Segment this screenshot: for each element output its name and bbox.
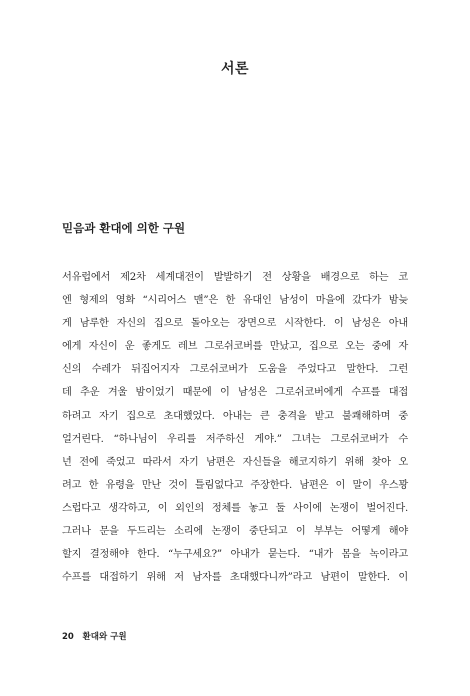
- text-line: 하려고 자기 집으로 초대했었다. 아내는 큰 충격을 받고 불쾌해하며 중: [62, 410, 408, 422]
- text-line: 신의 수레가 뒤집어지자 그로쉬코버가 도움을 주었다고 말한다. 그런: [62, 364, 408, 376]
- page-number: 20: [62, 632, 74, 642]
- page-footer: [62, 630, 127, 642]
- body-paragraph: [62, 266, 408, 589]
- section-heading: 믿음과 환대에 의한 구원: [62, 221, 186, 235]
- text-line: 년 전에 죽었고 따라서 자기 남편은 자신들을 해코지하기 위해 찾아 오: [62, 456, 408, 468]
- text-line: 수프를 대접하기 위해 저 남자를 초대했다니까”라고 남편이 말한다. 이: [62, 572, 408, 584]
- text-line: 서유럽에서 제2차 세계대전이 발발하기 전 상황을 배경으로 하는 코: [62, 272, 408, 283]
- text-line: 그러나 문을 두드리는 소리에 논쟁이 중단되고 이 부부는 어떻게 해야: [62, 526, 408, 538]
- text-line: 게 남루한 자신의 집으로 돌아오는 장면으로 시작한다. 이 남성은 아내: [62, 318, 408, 330]
- text-line: 엔 형제의 영화 “시리어스 맨”은 한 유대인 남성이 마을에 갔다가 밤늦: [62, 295, 408, 307]
- text-line: 데 추운 겨울 밤이었기 때문에 이 남성은 그로쉬코버에게 수프를 대접: [62, 387, 408, 399]
- text-line: 려고 한 유령을 만난 것이 틀림없다고 주장한다. 남편은 이 말이 우스꽝: [62, 479, 408, 491]
- text-line: 할지 결정해야 한다. “누구세요?” 아내가 묻는다. “내가 몸을 녹이라고: [62, 549, 408, 561]
- running-title: 환대와 구원: [82, 632, 127, 642]
- chapter-title: 서론: [220, 61, 250, 77]
- text-line: 얼거린다. “하나님이 우리를 저주하신 게야.” 그녀는 그로쉬코버가 수: [62, 433, 408, 445]
- text-line: 에게 자신이 운 좋게도 레브 그로쉬코버를 만났고, 집으로 오는 중에 자: [62, 341, 408, 353]
- text-line: 스럽다고 생각하고, 이 외인의 정체를 놓고 둘 사이에 논쟁이 벌어진다.: [62, 502, 408, 514]
